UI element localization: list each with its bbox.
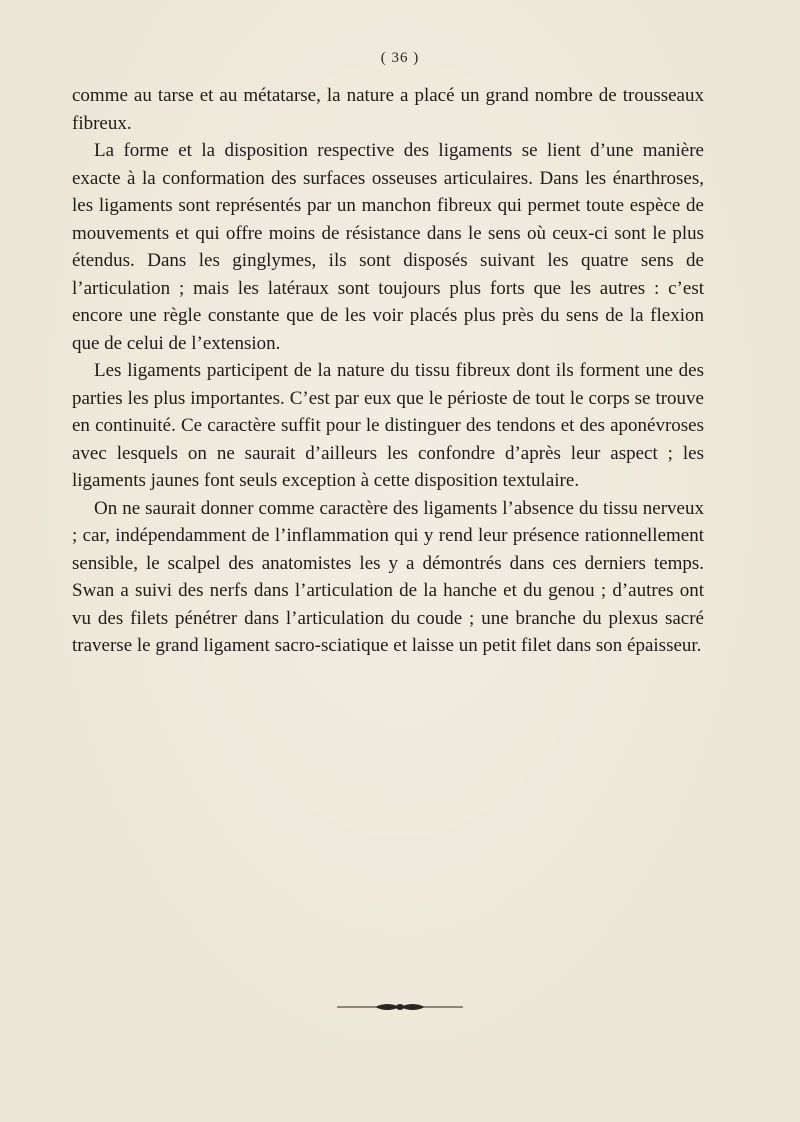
page-number: ( 36 ) (380, 50, 420, 66)
rule-ornament-icon (337, 1001, 463, 1013)
paragraph-nerve-tissue: On ne saurait donner comme caractère des ligaments l’absence du tissu nerveux ; car, indépendamment de l’inflammation qui y rend leur présence rationnellement sensible, le scalpel des anatomistes les y a démontrés dans ces derniers temps. Swan a suivi des nerfs dans l’articulation de la hanche et du genou ; d’autres ont vu des filets pénétrer dans l’articulation du coude ; une branche du plexus sacré traverse le grand ligament sacro-sciatique et laisse un petit filet dans son épaisseur. (72, 497, 704, 656)
paragraph-fibrous-tissue: Les ligaments participent de la nature du tissu fibreux dont ils forment une des parties les plus importantes. C’est par eux que le périoste de tout le corps se trouve en continuité. Ce caractère suffit pour le distinguer des tendons et des aponévroses avec lesquels on ne saurait d’ailleurs les confondre d’après leur aspect ; les ligaments jaunes font seuls exception à cette disposition textulaire. (72, 360, 704, 491)
paragraph-ligament-form: La forme et la disposition respective des ligaments se lient d’une manière exacte à la conformation des surfaces osseuses articulaires. Dans les énarthroses, les ligaments sont représentés par un manchon fibreux qui permet toute espèce de mouvements et qui offre moins de résistance dans le sens où ceux-ci sont le plus étendus. Dans les ginglymes, ils sont disposés suivant les quatre sens de l’articulation ; mais les latéraux sont toujours plus forts que les autres : c’est encore une règle constante que de les voir placés plus près du sens de la flexion que de celui de l’extension. (72, 140, 704, 354)
paragraph-continuation: comme au tarse et au métatarse, la nature a placé un grand nombre de trousseaux fibreux. (72, 85, 704, 134)
body-text (72, 82, 704, 660)
